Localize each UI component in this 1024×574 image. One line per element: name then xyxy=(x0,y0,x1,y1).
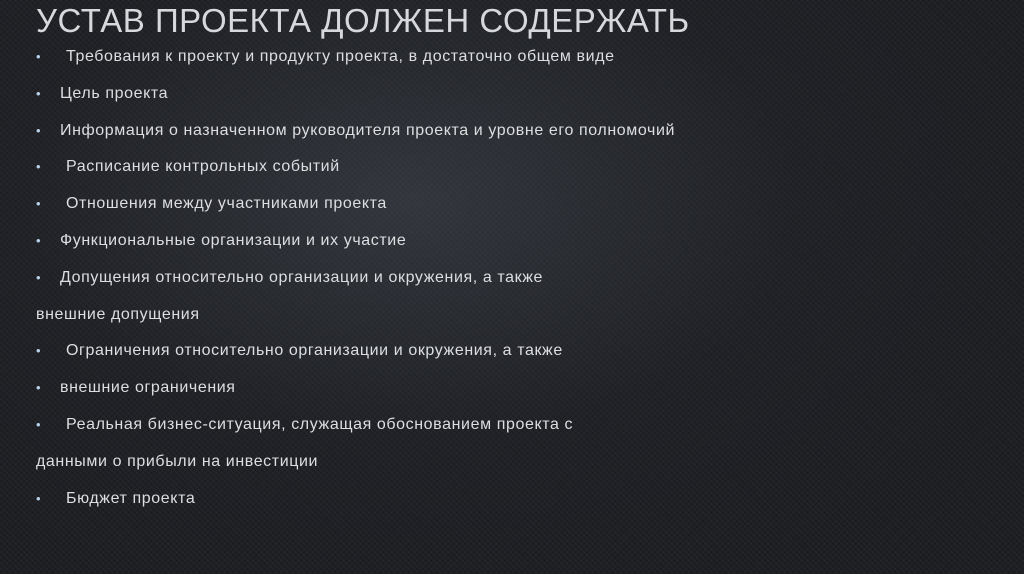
list-item xyxy=(36,370,996,407)
list-item-text: Информация о назначенном руководителя проекта и уровне его полномочий xyxy=(60,121,676,139)
list-item-text: Расписание контрольных событий xyxy=(66,158,340,176)
list-item-text: Отношения между участниками проекта xyxy=(66,195,387,213)
list-item-text: внешние ограничения xyxy=(60,379,236,397)
bullet-icon: • xyxy=(36,196,42,212)
list-item-text: Ограничения относительно организации и окружения, а также xyxy=(66,342,563,360)
bullet-icon: • xyxy=(36,85,42,101)
list-item-text: Функциональные организации и их участие xyxy=(60,231,407,249)
bullet-icon: • xyxy=(36,343,42,359)
list-item-text: Бюджет проекта xyxy=(66,489,196,507)
list-item-text: Цель проекта xyxy=(60,84,169,102)
bullet-icon: • xyxy=(36,490,42,506)
list-item xyxy=(36,186,996,223)
list-item xyxy=(36,481,996,518)
list-item-text: данными о прибыли на инвестиции xyxy=(36,452,319,470)
list-item-text: Реальная бизнес-ситуация, служащая обоснованием проекта с xyxy=(66,415,574,433)
list-item xyxy=(36,333,996,370)
list-item xyxy=(36,407,996,444)
bullet-icon: • xyxy=(36,269,42,285)
list-item xyxy=(36,76,996,113)
bullet-icon: • xyxy=(36,416,42,432)
list-item xyxy=(36,113,996,150)
list-item-continuation xyxy=(36,444,996,481)
list-item-continuation xyxy=(36,297,996,334)
bullet-icon: • xyxy=(36,49,42,64)
bullet-icon: • xyxy=(36,122,42,138)
list-item xyxy=(36,39,996,76)
list-item-text: Требования к проекту и продукту проекта, в достаточно общем виде xyxy=(66,48,615,65)
list-item xyxy=(36,260,996,297)
list-item-text: внешние допущения xyxy=(36,305,200,323)
bullet-icon: • xyxy=(36,380,42,396)
bullet-list xyxy=(36,39,996,517)
list-item-text: Допущения относительно организации и окружения, а также xyxy=(60,268,544,286)
slide-title: УСТАВ ПРОЕКТА ДОЛЖЕН СОДЕРЖАТЬ xyxy=(36,2,690,39)
list-item xyxy=(36,149,996,186)
list-item xyxy=(36,223,996,260)
bullet-icon: • xyxy=(36,159,42,175)
bullet-icon: • xyxy=(36,232,42,248)
